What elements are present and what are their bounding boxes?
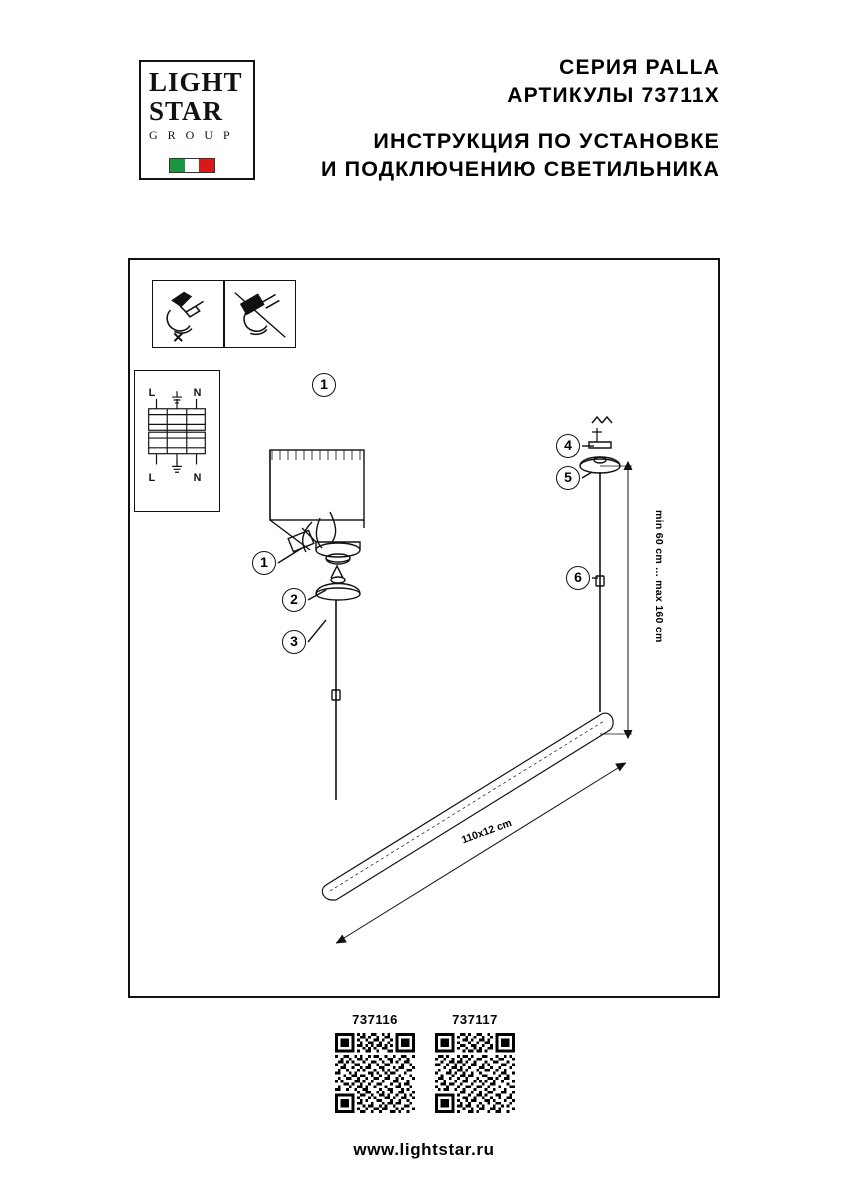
callout-2: 2 (282, 588, 306, 612)
page-header (0, 0, 848, 230)
qr-code-icon (435, 1033, 515, 1113)
callout-1-assembly: 1 (252, 551, 276, 575)
articles-label: АРТИКУЛЫ 73711X (507, 84, 720, 107)
terminal-label-N-top: N (193, 387, 202, 400)
callout-6: 6 (566, 566, 590, 590)
lamp-assembly-drawing (130, 260, 722, 1000)
callout-1-top: 1 (312, 373, 336, 397)
instruction-title-line-2: И ПОДКЛЮЧЕНИЮ СВЕТИЛЬНИКА (321, 157, 720, 181)
terminal-label-L-top: L (148, 387, 156, 400)
callout-5: 5 (556, 466, 580, 490)
logo-line-2: STAR (149, 96, 224, 126)
instruction-title-line-1: ИНСТРУКЦИЯ ПО УСТАНОВКЕ (373, 129, 720, 153)
website-url[interactable]: www.lightstar.ru (353, 1140, 495, 1159)
series-label: СЕРИЯ PALLA (559, 56, 720, 79)
italy-flag-icon (169, 158, 215, 173)
callout-3: 3 (282, 630, 306, 654)
qr-item (335, 1012, 415, 1113)
title-block (300, 55, 720, 183)
qr-code-label: 737117 (452, 1012, 498, 1027)
installation-diagram-frame (128, 258, 720, 998)
callout-4: 4 (556, 434, 580, 458)
logo-group-text: G R O U P (149, 128, 234, 142)
terminal-label-L-bottom: L (148, 472, 156, 485)
terminal-label-N-bottom: N (193, 472, 202, 485)
logo-line-1: LIGHT (149, 67, 243, 97)
qr-code-area (128, 1012, 720, 1117)
qr-code-icon (335, 1033, 415, 1113)
qr-item (435, 1012, 515, 1113)
dimension-label-vertical: min 60 cm ... max 160 cm (653, 510, 665, 643)
qr-code-label: 737116 (352, 1012, 398, 1027)
page-footer (0, 1140, 848, 1160)
dimension-label-horizontal: 110x12 cm (460, 817, 514, 847)
logo-wordmark (149, 68, 249, 143)
brand-logo (139, 60, 255, 180)
